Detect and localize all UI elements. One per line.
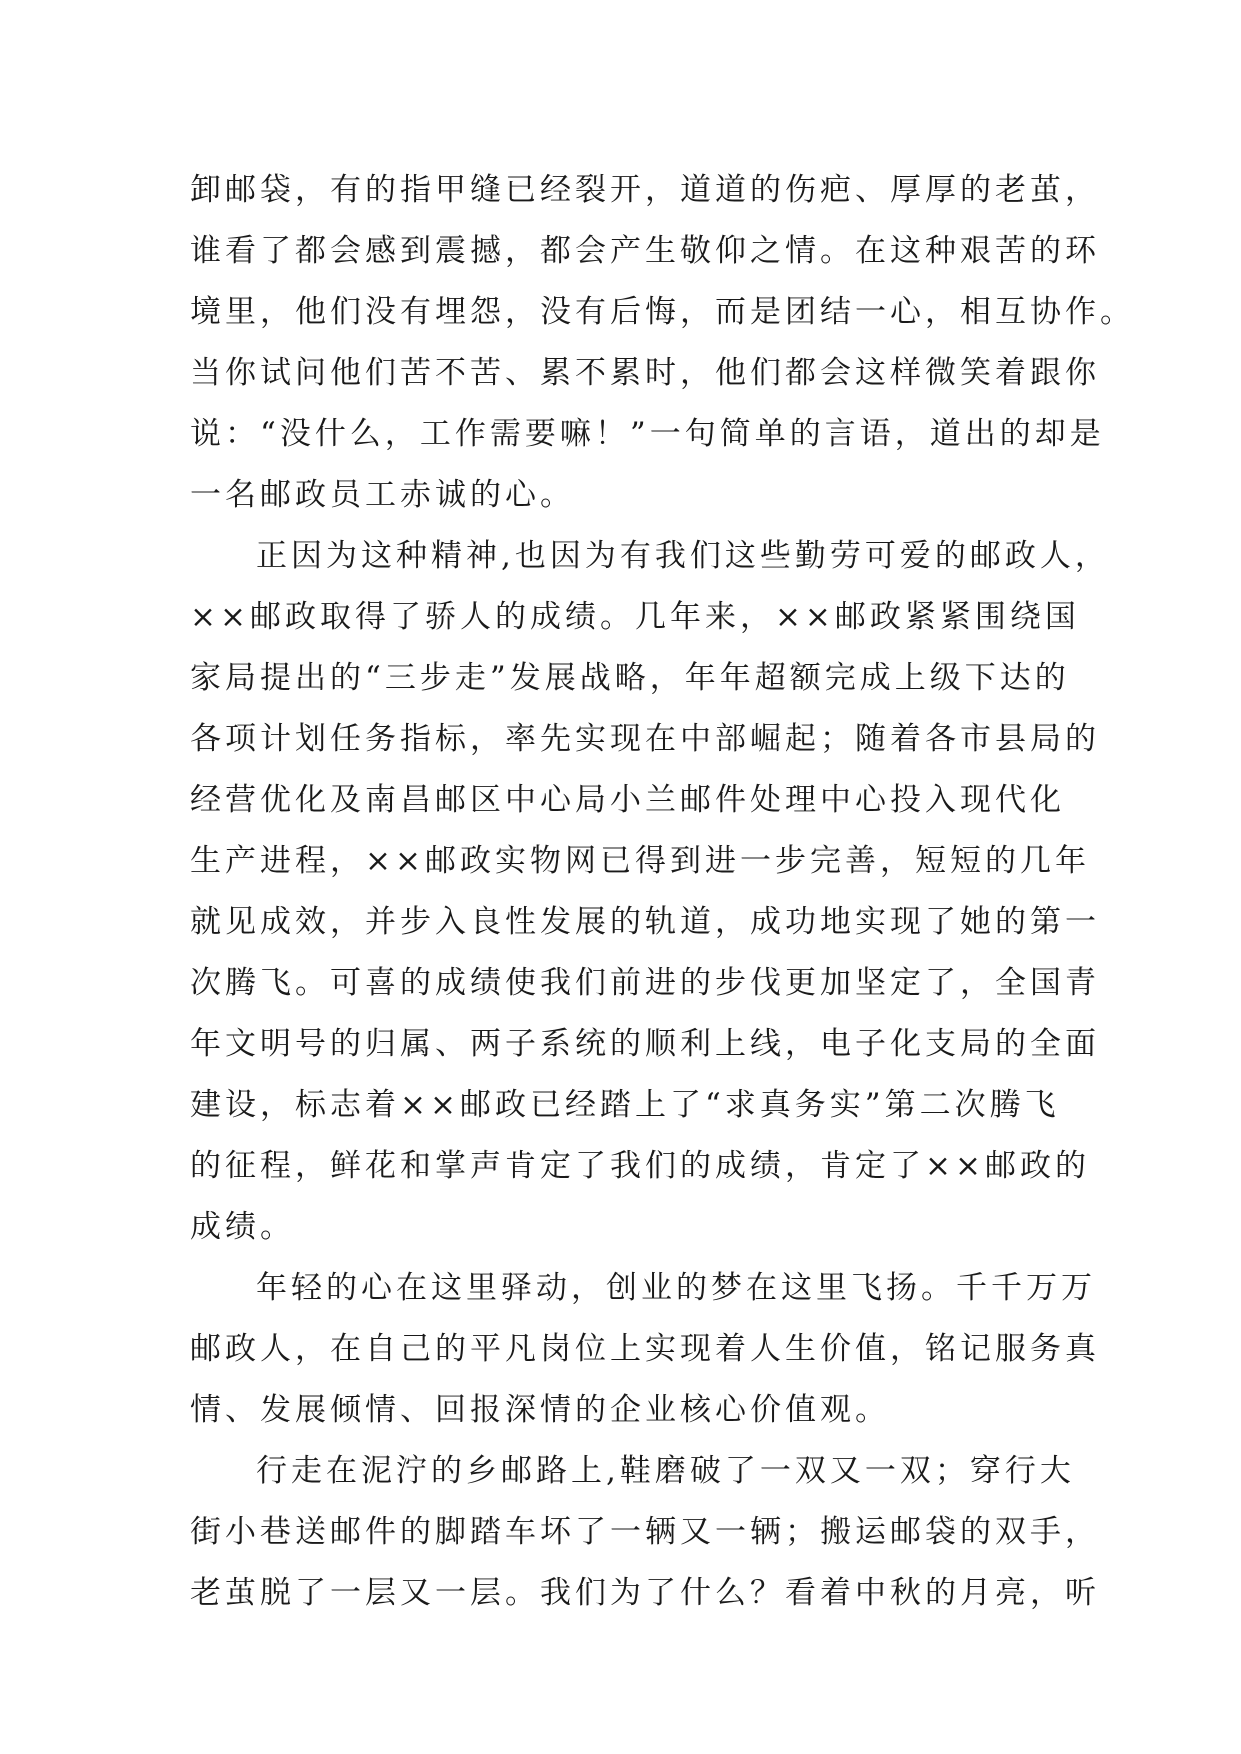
text-line: 老茧脱了一层又一层。我们为了什么？看着中秋的月亮，听 bbox=[190, 1575, 1100, 1611]
text-line: 的征程，鲜花和掌声肯定了我们的成绩，肯定了××邮政的 bbox=[190, 1148, 1090, 1184]
text-line: 情、发展倾情、回报深情的企业核心价值观。 bbox=[190, 1392, 890, 1428]
text-line: 当你试问他们苦不苦、累不累时，他们都会这样微笑着跟你 bbox=[190, 355, 1100, 391]
text-line: 谁看了都会感到震撼，都会产生敬仰之情。在这种艰苦的环 bbox=[190, 233, 1100, 269]
text-line: 正因为这种精神,也因为有我们这些勤劳可爱的邮政人， bbox=[256, 538, 1110, 574]
body-text bbox=[190, 160, 1135, 1624]
text-line: 卸邮袋，有的指甲缝已经裂开，道道的伤疤、厚厚的老茧， bbox=[190, 172, 1100, 208]
text-line: 次腾飞。可喜的成绩使我们前进的步伐更加坚定了，全国青 bbox=[190, 965, 1100, 1001]
text-line: 街小巷送邮件的脚踏车坏了一辆又一辆；搬运邮袋的双手， bbox=[190, 1514, 1100, 1550]
text-line: ××邮政取得了骄人的成绩。几年来，××邮政紧紧围绕国 bbox=[190, 599, 1080, 635]
text-line: 各项计划任务指标，率先实现在中部崛起；随着各市县局的 bbox=[190, 721, 1100, 757]
text-line: 就见成效，并步入良性发展的轨道，成功地实现了她的第一 bbox=[190, 904, 1100, 940]
text-line: 经营优化及南昌邮区中心局小兰邮件处理中心投入现代化 bbox=[190, 782, 1065, 818]
text-line: 说：“没什么，工作需要嘛！”一句简单的言语，道出的却是 bbox=[190, 416, 1105, 452]
paragraph-2 bbox=[190, 526, 1110, 1258]
text-line: 年文明号的归属、两子系统的顺利上线，电子化支局的全面 bbox=[190, 1026, 1100, 1062]
text-line: 邮政人，在自己的平凡岗位上实现着人生价值，铭记服务真 bbox=[190, 1331, 1100, 1367]
text-line: 一名邮政员工赤诚的心。 bbox=[190, 477, 575, 513]
paragraph-1 bbox=[190, 160, 1135, 526]
text-line: 建设，标志着××邮政已经踏上了“求真务实”第二次腾飞 bbox=[190, 1087, 1060, 1123]
text-line: 生产进程，××邮政实物网已得到进一步完善，短短的几年 bbox=[190, 843, 1090, 879]
text-line: 家局提出的“三步走”发展战略，年年超额完成上级下达的 bbox=[190, 660, 1070, 696]
paragraph-4 bbox=[190, 1441, 1100, 1624]
text-line: 年轻的心在这里驿动，创业的梦在这里飞扬。千千万万 bbox=[256, 1270, 1096, 1306]
text-line: 成绩。 bbox=[190, 1209, 295, 1245]
text-line: 行走在泥泞的乡邮路上,鞋磨破了一双又一双；穿行大 bbox=[256, 1453, 1075, 1489]
text-line: 境里，他们没有埋怨，没有后悔，而是团结一心，相互协作。 bbox=[190, 294, 1135, 330]
paragraph-3 bbox=[190, 1258, 1100, 1441]
